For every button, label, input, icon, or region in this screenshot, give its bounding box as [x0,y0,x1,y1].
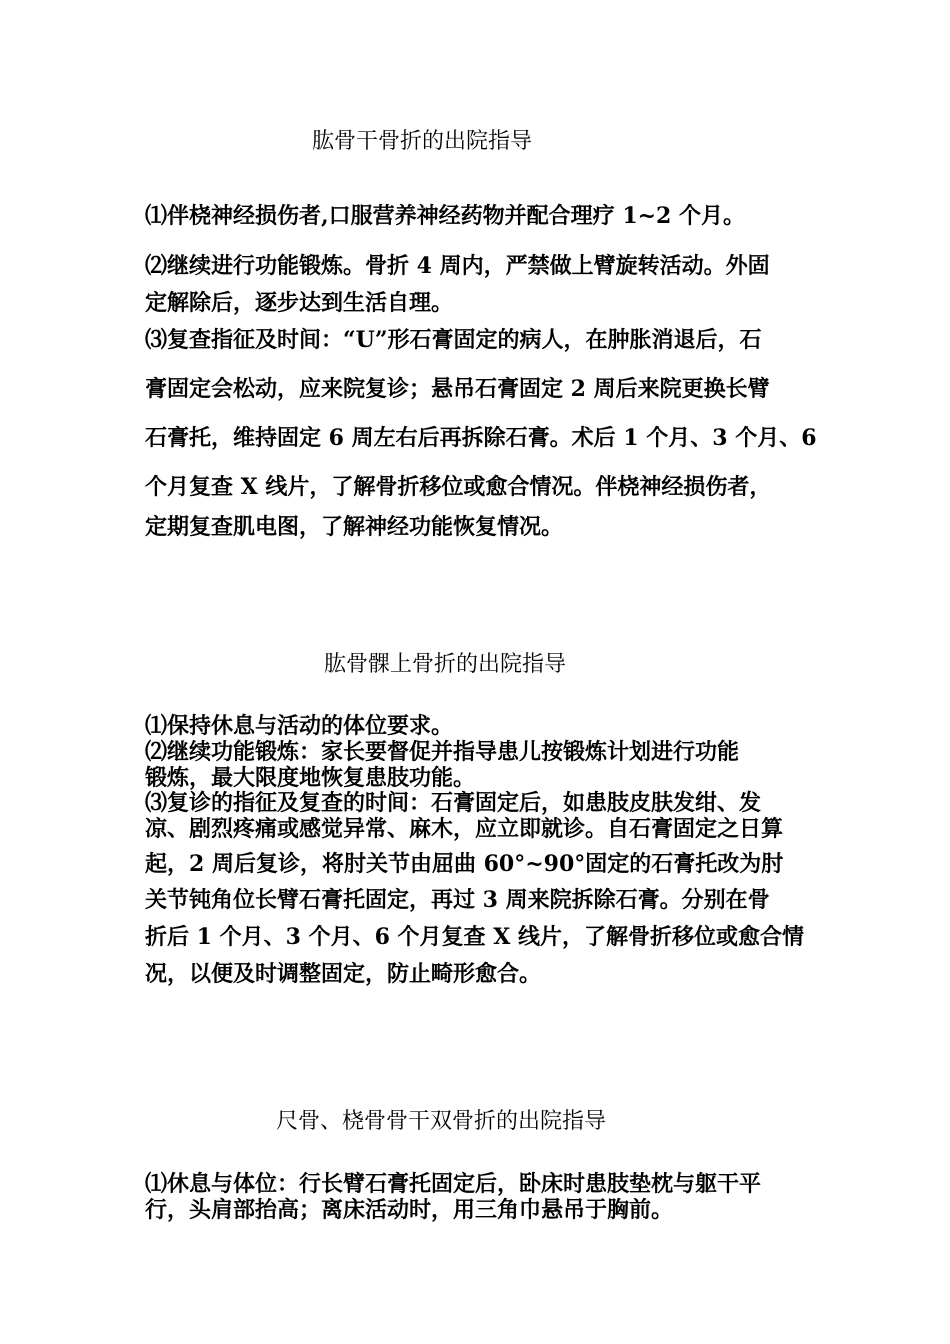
paragraph-line: 行，头肩部抬高；离床活动时，用三角巾悬吊于胸前。 [145,1197,674,1223]
paragraph-line: 折后 1 个月、3 个月、6 个月复查 X 线片，了解骨折移位或愈合情 [145,924,804,950]
paragraph-line: 定解除后，逐步达到生活自理。 [145,290,454,316]
paragraph-line: 起，2 周后复诊，将肘关节由屈曲 60°~90°固定的石膏托改为肘 [145,851,784,877]
paragraph-line: ⑶复查指征及时间：“U”形石膏固定的病人，在肿胀消退后，石 [145,327,762,353]
paragraph-line: ⑴伴桡神经损伤者,口服营养神经药物并配合理疗 1~2 个月。 [145,203,746,229]
paragraph-line: ⑵继续进行功能锻炼。骨折 4 周内，严禁做上臂旋转活动。外固 [145,253,770,279]
paragraph-line: ⑴保持休息与活动的体位要求。 [145,713,454,739]
paragraph-line: 关节钝角位长臂石膏托固定，再过 3 周来院拆除石膏。分别在骨 [145,887,770,913]
paragraph-line: 石膏托，维持固定 6 周左右后再拆除石膏。术后 1 个月、3 个月、6 [145,425,817,451]
paragraph-line: ⑵继续功能锻炼：家长要督促并指导患儿按锻炼计划进行功能 [145,739,740,765]
section-title: 尺骨、桡骨骨干双骨折的出院指导 [276,1109,607,1134]
paragraph-line: 锻炼，最大限度地恢复患肢功能。 [145,765,476,791]
paragraph-line: 膏固定会松动，应来院复诊；悬吊石膏固定 2 周后来院更换长臂 [145,376,770,402]
paragraph-line: ⑶复诊的指征及复查的时间：石膏固定后，如患肢皮肤发绀、发 [145,790,762,816]
section-title: 肱骨干骨折的出院指导 [312,129,533,154]
paragraph-line: 定期复查肌电图，了解神经功能恢复情况。 [145,514,564,540]
paragraph-line: 凉、剧烈疼痛或感觉异常、麻木，应立即就诊。自石膏固定之日算 [145,816,784,842]
paragraph-line: 况，以便及时调整固定，防止畸形愈合。 [145,961,542,987]
section-title: 肱骨髁上骨折的出院指导 [324,652,567,677]
paragraph-line: ⑴休息与体位：行长臂石膏托固定后，卧床时患肢垫枕与躯干平 [145,1171,762,1197]
paragraph-line: 个月复查 X 线片，了解骨折移位或愈合情况。伴桡神经损伤者， [145,474,772,500]
